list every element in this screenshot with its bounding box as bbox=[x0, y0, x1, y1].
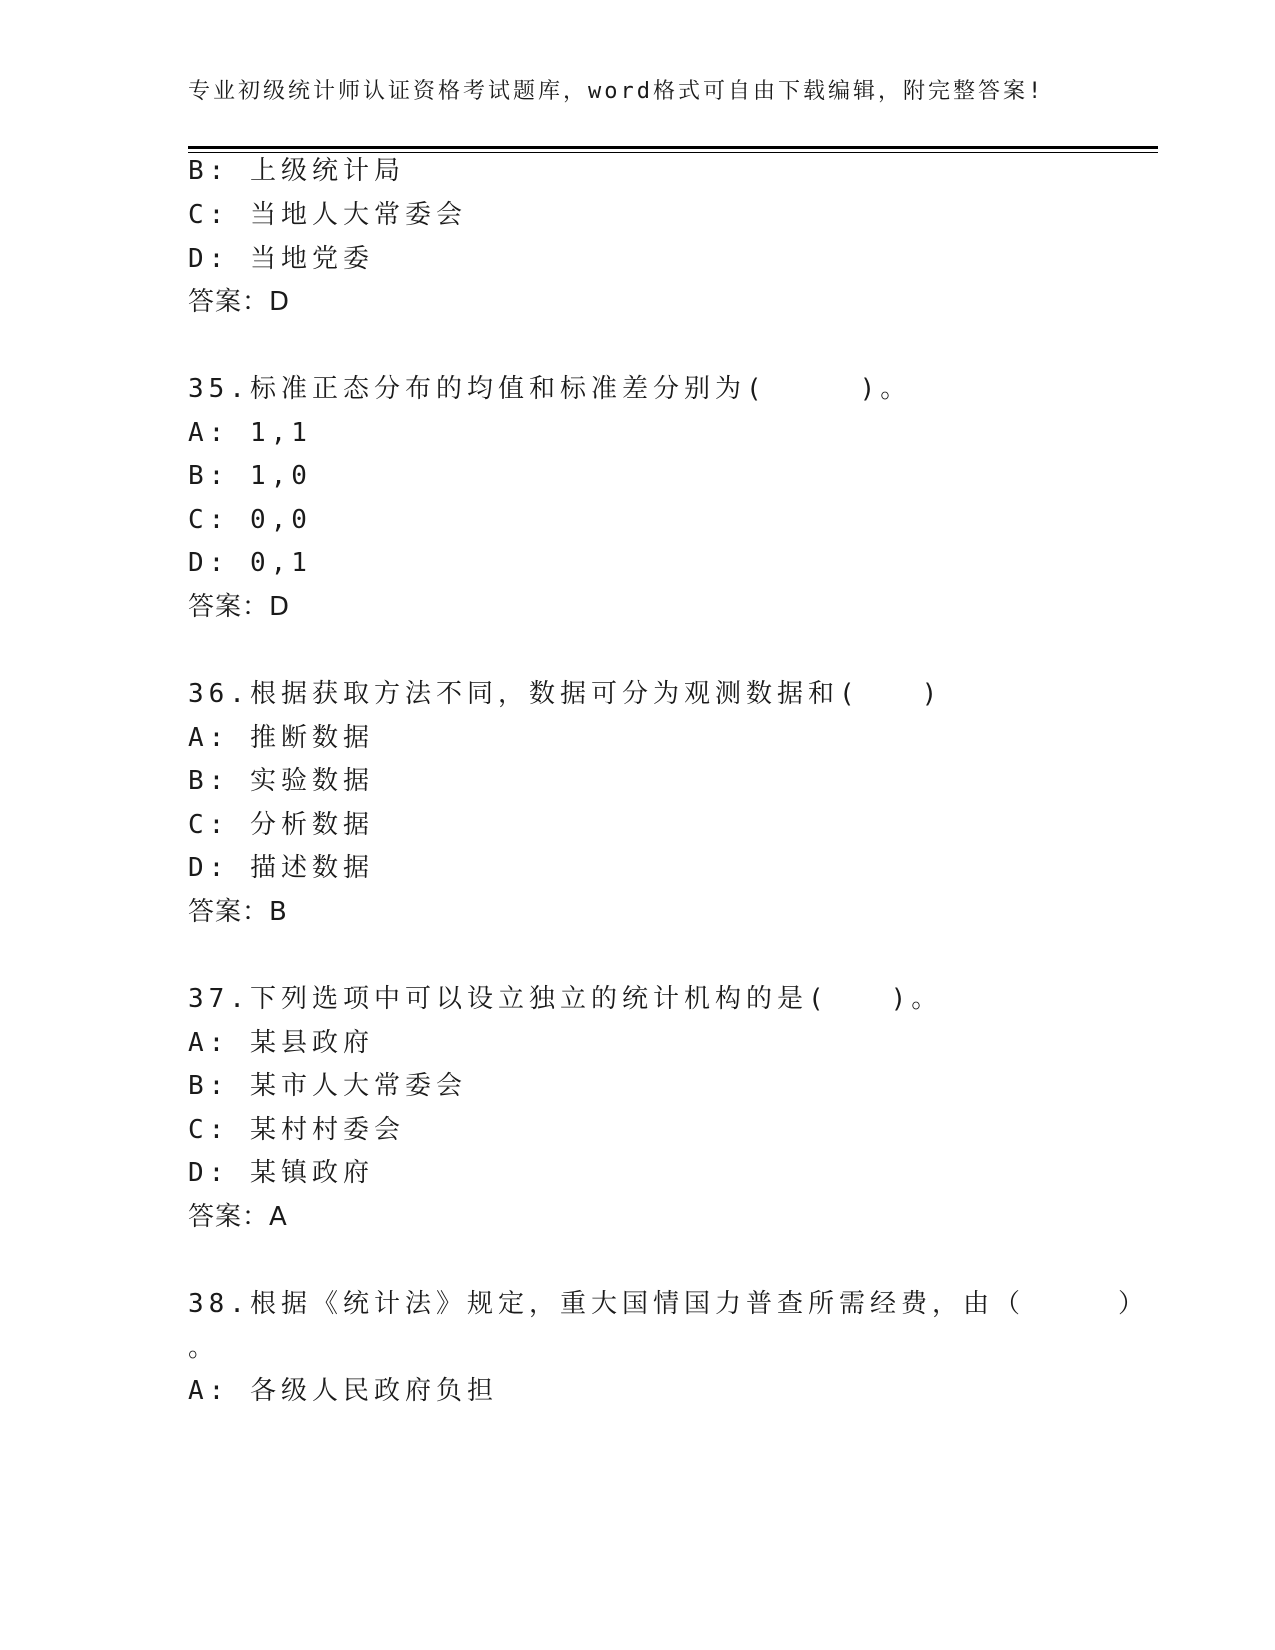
q37-option-c: C: 某村村委会 bbox=[188, 1115, 405, 1145]
q38-question-continuation: 。 bbox=[188, 1333, 220, 1363]
q37-option-a: A: 某县政府 bbox=[188, 1028, 374, 1058]
prev-option-d: D: 当地党委 bbox=[188, 244, 374, 274]
q37-option-d: D: 某镇政府 bbox=[188, 1158, 374, 1188]
q35-option-b: B: 1,0 bbox=[188, 461, 312, 491]
q37-option-b: B: 某市人大常委会 bbox=[188, 1071, 467, 1101]
q36-option-d: D: 描述数据 bbox=[188, 853, 374, 883]
q35-question: 35.标准正态分布的均值和标准差分别为( )。 bbox=[188, 374, 912, 404]
q35-answer: 答案：D bbox=[188, 592, 291, 622]
q35-option-c: C: 0,0 bbox=[188, 505, 312, 535]
q35-option-a: A: 1,1 bbox=[188, 418, 312, 448]
q37-question: 37.下列选项中可以设立独立的统计机构的是( )。 bbox=[188, 984, 943, 1014]
prev-option-c: C: 当地人大常委会 bbox=[188, 200, 467, 230]
q36-answer: 答案：B bbox=[188, 897, 288, 927]
q36-question: 36.根据获取方法不同，数据可分为观测数据和( ) bbox=[188, 679, 943, 709]
prev-answer: 答案：D bbox=[188, 287, 291, 317]
q36-option-b: B: 实验数据 bbox=[188, 766, 374, 796]
q35-option-d: D: 0,1 bbox=[188, 548, 312, 578]
header-rule-thin bbox=[188, 152, 1158, 153]
page-header: 专业初级统计师认证资格考试题库，word格式可自由下载编辑，附完整答案! bbox=[188, 79, 1045, 104]
header-rule-thick bbox=[188, 146, 1158, 149]
q36-option-c: C: 分析数据 bbox=[188, 810, 374, 840]
prev-option-b: B: 上级统计局 bbox=[188, 156, 405, 186]
q38-option-a: A: 各级人民政府负担 bbox=[188, 1376, 498, 1406]
q36-option-a: A: 推断数据 bbox=[188, 723, 374, 753]
q38-question: 38.根据《统计法》规定，重大国情国力普查所需经费，由（ ） bbox=[188, 1289, 1149, 1319]
q37-answer: 答案：A bbox=[188, 1202, 288, 1232]
